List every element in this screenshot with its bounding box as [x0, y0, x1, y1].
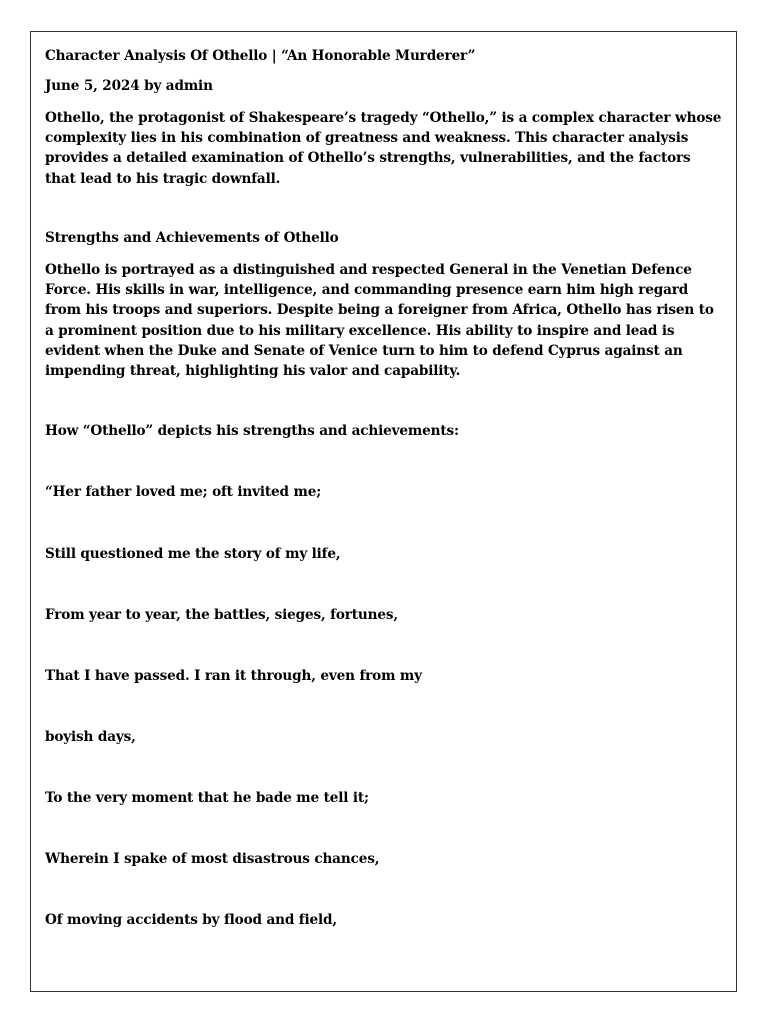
quote-line: boyish days, — [45, 729, 136, 745]
section-paragraph: Othello is portrayed as a distinguished and respected General in the Venetian Defence Force. His skills in war, intelligence, and commanding presence earn him high regard from his troops and superiors. Despite being a foreigner from Africa, Othello has risen to a prominent position due to his military excellence. His ability to inspire and lead is evident when the Duke and Senate of Venice turn to him to defend Cyprus against an impending threat, highlighting his valor and capability. — [45, 262, 714, 380]
quote-line: Still questioned me the story of my life, — [45, 546, 341, 562]
article-title: Character Analysis Of Othello | “An Honorable Murderer” — [45, 48, 476, 64]
quote-line: That I have passed. I ran it through, even from my — [45, 668, 422, 684]
quote-intro: How “Othello” depicts his strengths and achievements: — [45, 423, 459, 439]
quote-line: To the very moment that he bade me tell it; — [45, 790, 369, 806]
quote-line: Of moving accidents by flood and field, — [45, 912, 337, 928]
article-meta: June 5, 2024 by admin — [45, 78, 213, 94]
section-heading: Strengths and Achievements of Othello — [45, 230, 339, 246]
quote-line: From year to year, the battles, sieges, fortunes, — [45, 607, 398, 623]
quote-line: Wherein I spake of most disastrous chances, — [45, 851, 380, 867]
intro-paragraph: Othello, the protagonist of Shakespeare’s tragedy “Othello,” is a complex character whose complexity lies in his combination of greatness and weakness. This character analysis provides a detailed examination of Othello’s strengths, vulnerabilities, and the factors that lead to his tragic downfall. — [45, 110, 722, 187]
quote-line: “Her father loved me; oft invited me; — [45, 484, 322, 500]
